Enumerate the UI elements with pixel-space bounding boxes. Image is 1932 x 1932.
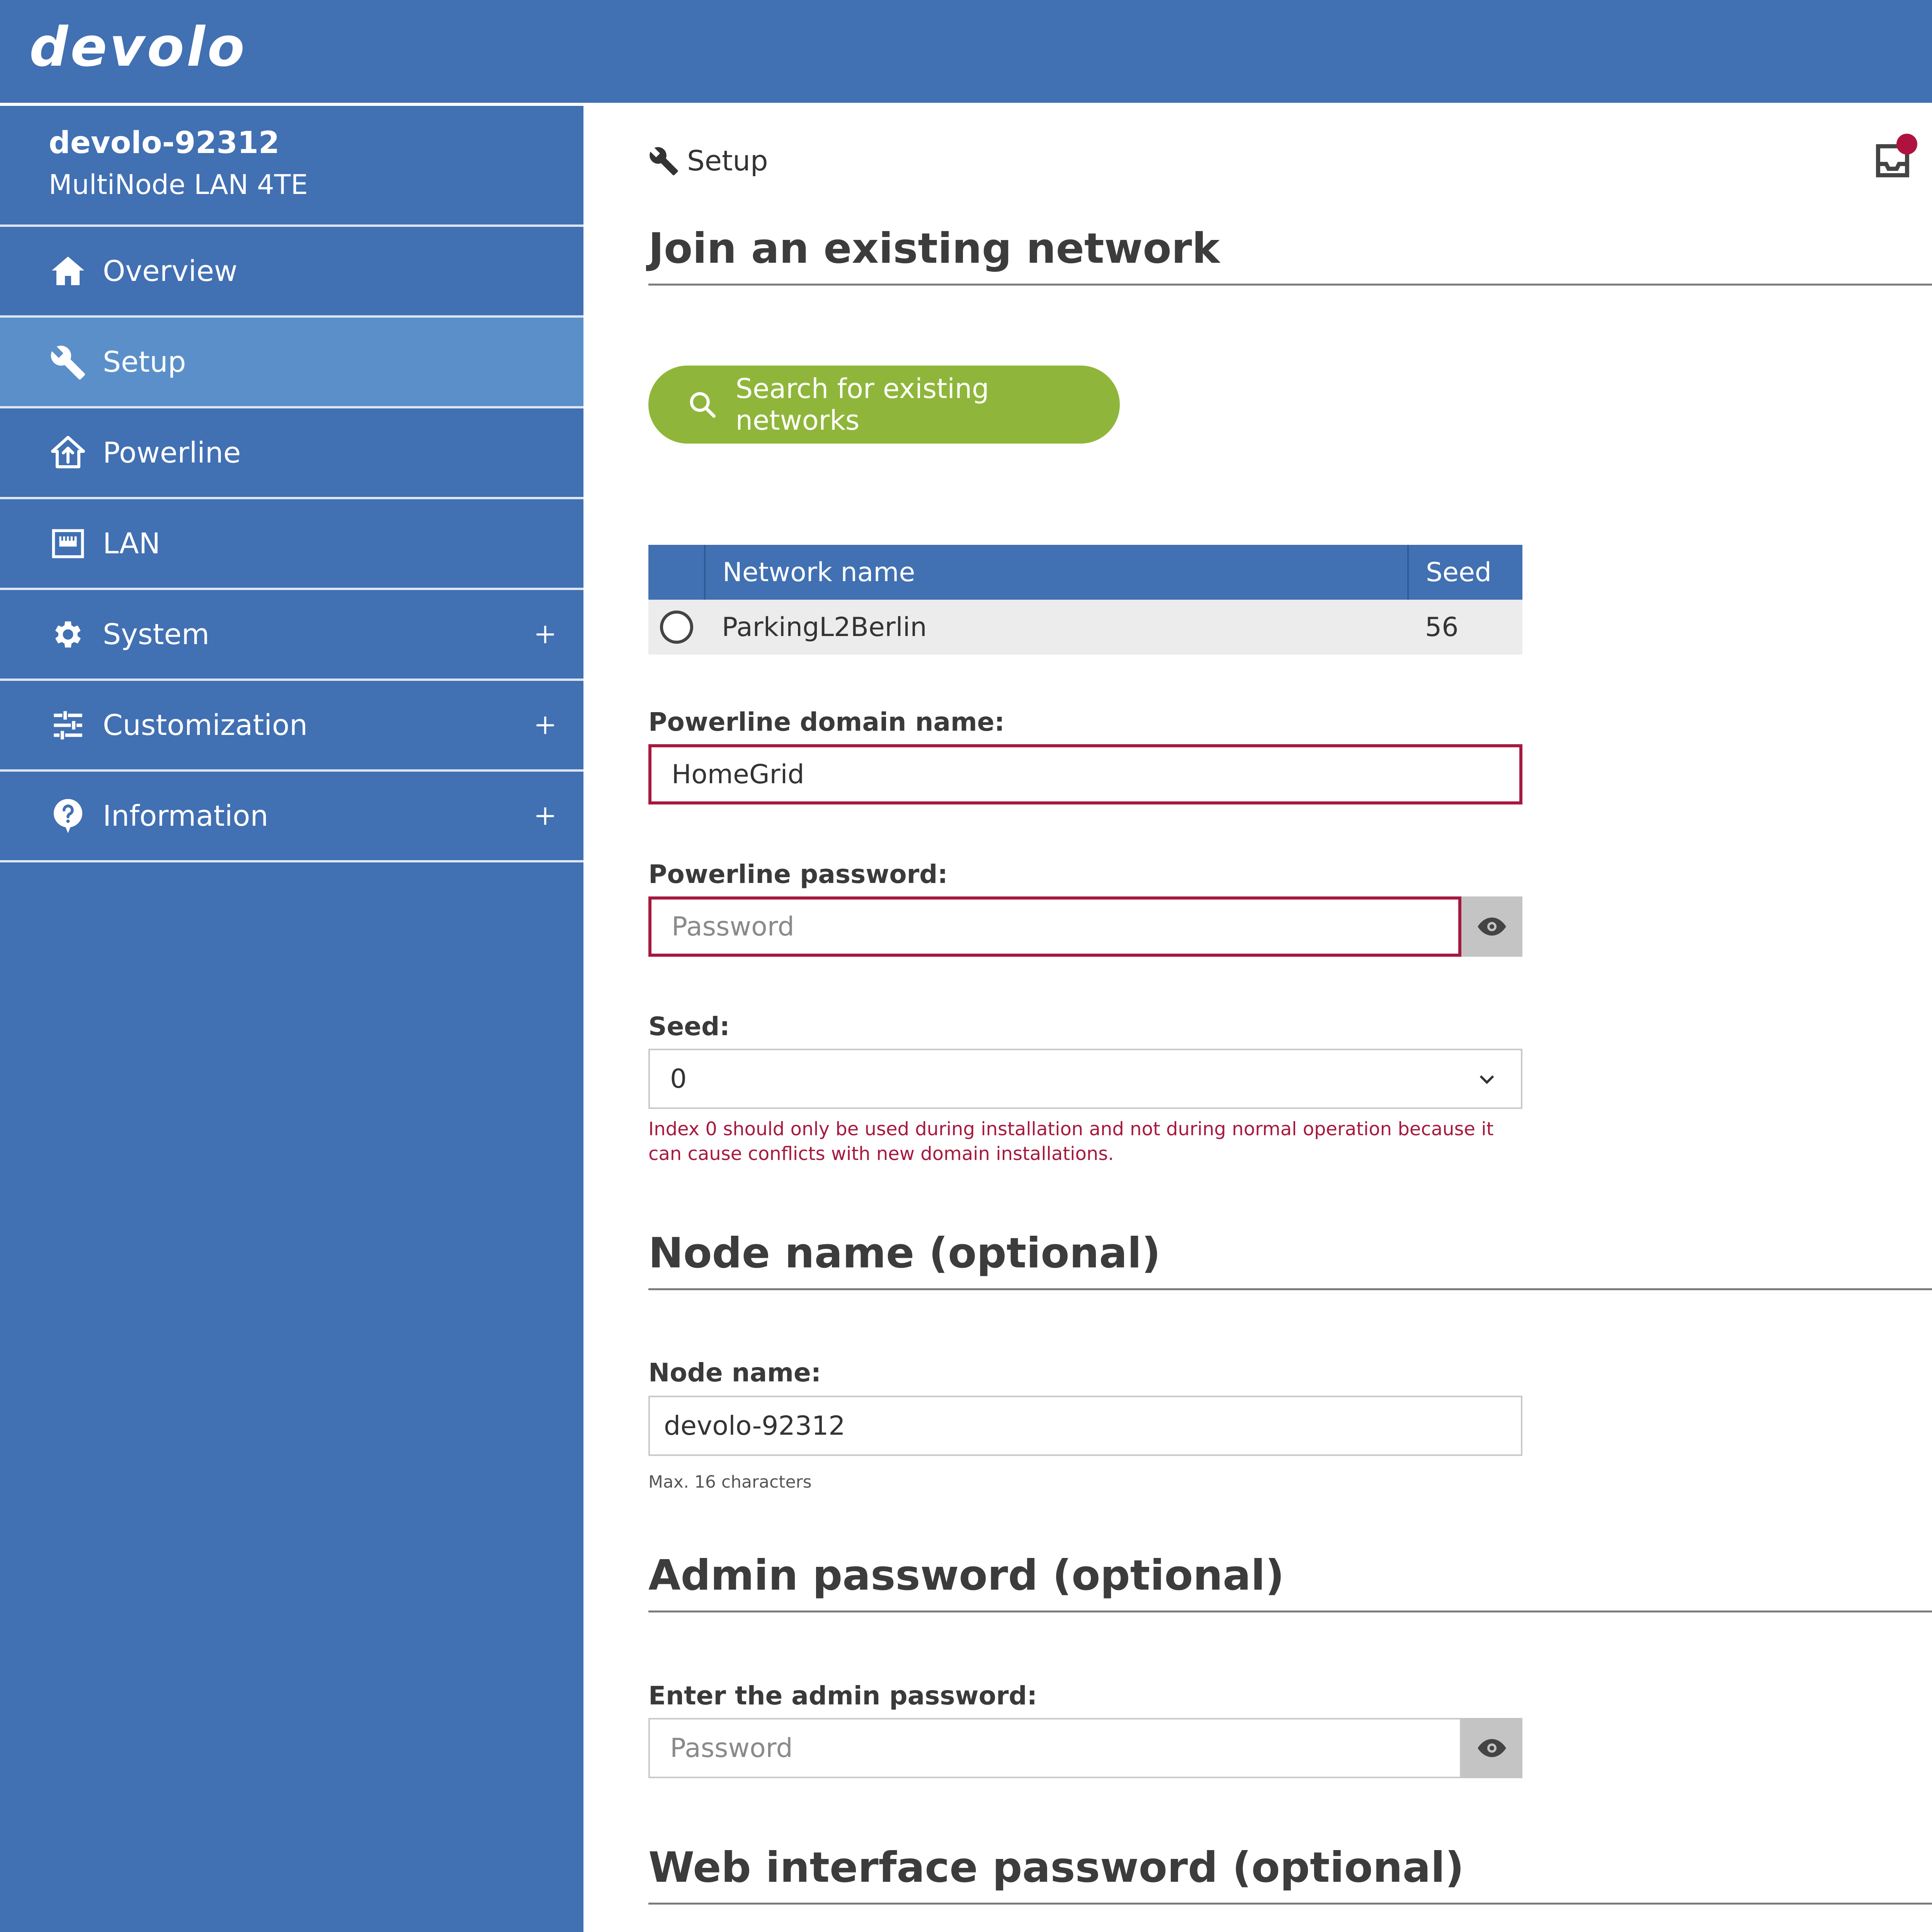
table-header-network-name: Network name — [705, 545, 1408, 600]
breadcrumb — [648, 145, 768, 177]
sidebar-item-label: Overview — [103, 254, 238, 288]
network-radio[interactable] — [660, 611, 693, 644]
sidebar-item-label: LAN — [103, 527, 160, 560]
sidebar-item-lan[interactable] — [0, 499, 583, 590]
device-header — [0, 106, 583, 227]
domain-name-label: Powerline domain name: — [648, 707, 1005, 737]
domain-name-value: HomeGrid — [672, 759, 804, 790]
wrench-icon — [49, 343, 87, 381]
sidebar-item-setup[interactable] — [0, 318, 583, 408]
admin-password-label: Enter the admin password: — [648, 1681, 1037, 1711]
table-row[interactable] — [648, 600, 1522, 655]
node-name-hint: Max. 16 characters — [648, 1472, 812, 1492]
seed-warning: Index 0 should only be used during installation and not during normal operation because it can cause conflicts with new domain installations. — [648, 1118, 1494, 1165]
wrench-icon — [648, 145, 687, 176]
sidebar-item-system[interactable] — [0, 590, 583, 681]
section-title-node: Node name (optional) — [648, 1226, 1932, 1290]
powerline-password-input[interactable] — [648, 896, 1461, 957]
table-header-select — [648, 545, 705, 600]
svg-text:devolo: devolo — [29, 23, 247, 73]
sidebar-item-information[interactable] — [0, 772, 583, 862]
eye-icon — [1476, 1733, 1507, 1764]
eye-icon — [1476, 911, 1507, 942]
powerline-house-icon — [49, 434, 87, 472]
device-name: devolo-92312 — [49, 126, 280, 160]
table-cell-select[interactable] — [648, 600, 705, 655]
sidebar-item-label: System — [103, 617, 209, 651]
section-title-web: Web interface password (optional) — [648, 1841, 1932, 1905]
sidebar-item-label: Customization — [103, 708, 308, 742]
table-cell-seed: 56 — [1408, 600, 1522, 655]
sliders-icon — [49, 706, 87, 745]
admin-password-placeholder: Password — [670, 1733, 793, 1764]
device-model: MultiNode LAN 4TE — [49, 169, 308, 201]
search-networks-button[interactable] — [648, 366, 1120, 444]
chevron-down-icon — [1476, 1068, 1498, 1090]
sidebar-item-label: Information — [103, 799, 269, 833]
top-bar — [0, 0, 1932, 103]
seed-value: 0 — [670, 1063, 687, 1094]
show-admin-password-button[interactable] — [1461, 1718, 1522, 1778]
inbox-icon[interactable] — [1873, 141, 1912, 180]
networks-table — [648, 545, 1522, 655]
expand-plus-icon[interactable] — [535, 624, 556, 645]
admin-password-input[interactable] — [648, 1718, 1461, 1778]
sidebar-item-overview[interactable] — [0, 227, 583, 318]
sidebar-item-label: Setup — [103, 345, 186, 379]
seed-select[interactable] — [648, 1049, 1522, 1109]
lan-port-icon — [49, 524, 87, 563]
table-cell-network-name: ParkingL2Berlin — [705, 600, 1408, 655]
powerline-password-label: Powerline password: — [648, 859, 948, 889]
node-name-value: devolo-92312 — [664, 1410, 845, 1441]
sidebar-item-customization[interactable] — [0, 681, 583, 772]
table-header-seed: Seed — [1408, 545, 1522, 600]
devolo-logo — [29, 23, 261, 73]
powerline-password-placeholder: Password — [672, 911, 794, 942]
sidebar — [0, 106, 583, 1932]
search-networks-label: Search for existing networks — [735, 373, 989, 436]
show-powerline-password-button[interactable] — [1461, 896, 1522, 957]
help-icon — [49, 797, 87, 835]
domain-name-input[interactable] — [648, 744, 1522, 804]
section-title-admin: Admin password (optional) — [648, 1549, 1932, 1612]
search-icon — [687, 389, 718, 420]
home-icon — [49, 252, 87, 291]
node-name-label: Node name: — [648, 1358, 821, 1388]
table-header-row — [648, 545, 1522, 600]
breadcrumb-label: Setup — [687, 145, 768, 177]
seed-label: Seed: — [648, 1012, 730, 1041]
expand-plus-icon[interactable] — [535, 806, 556, 827]
node-name-input[interactable] — [648, 1396, 1522, 1456]
gear-icon — [49, 615, 87, 654]
header-tools — [1873, 141, 1932, 180]
sidebar-item-label: Powerline — [103, 436, 241, 469]
section-title-join: Join an existing network — [648, 222, 1932, 286]
notification-dot — [1896, 134, 1917, 155]
sidebar-item-powerline[interactable] — [0, 408, 583, 499]
expand-plus-icon[interactable] — [535, 715, 556, 736]
